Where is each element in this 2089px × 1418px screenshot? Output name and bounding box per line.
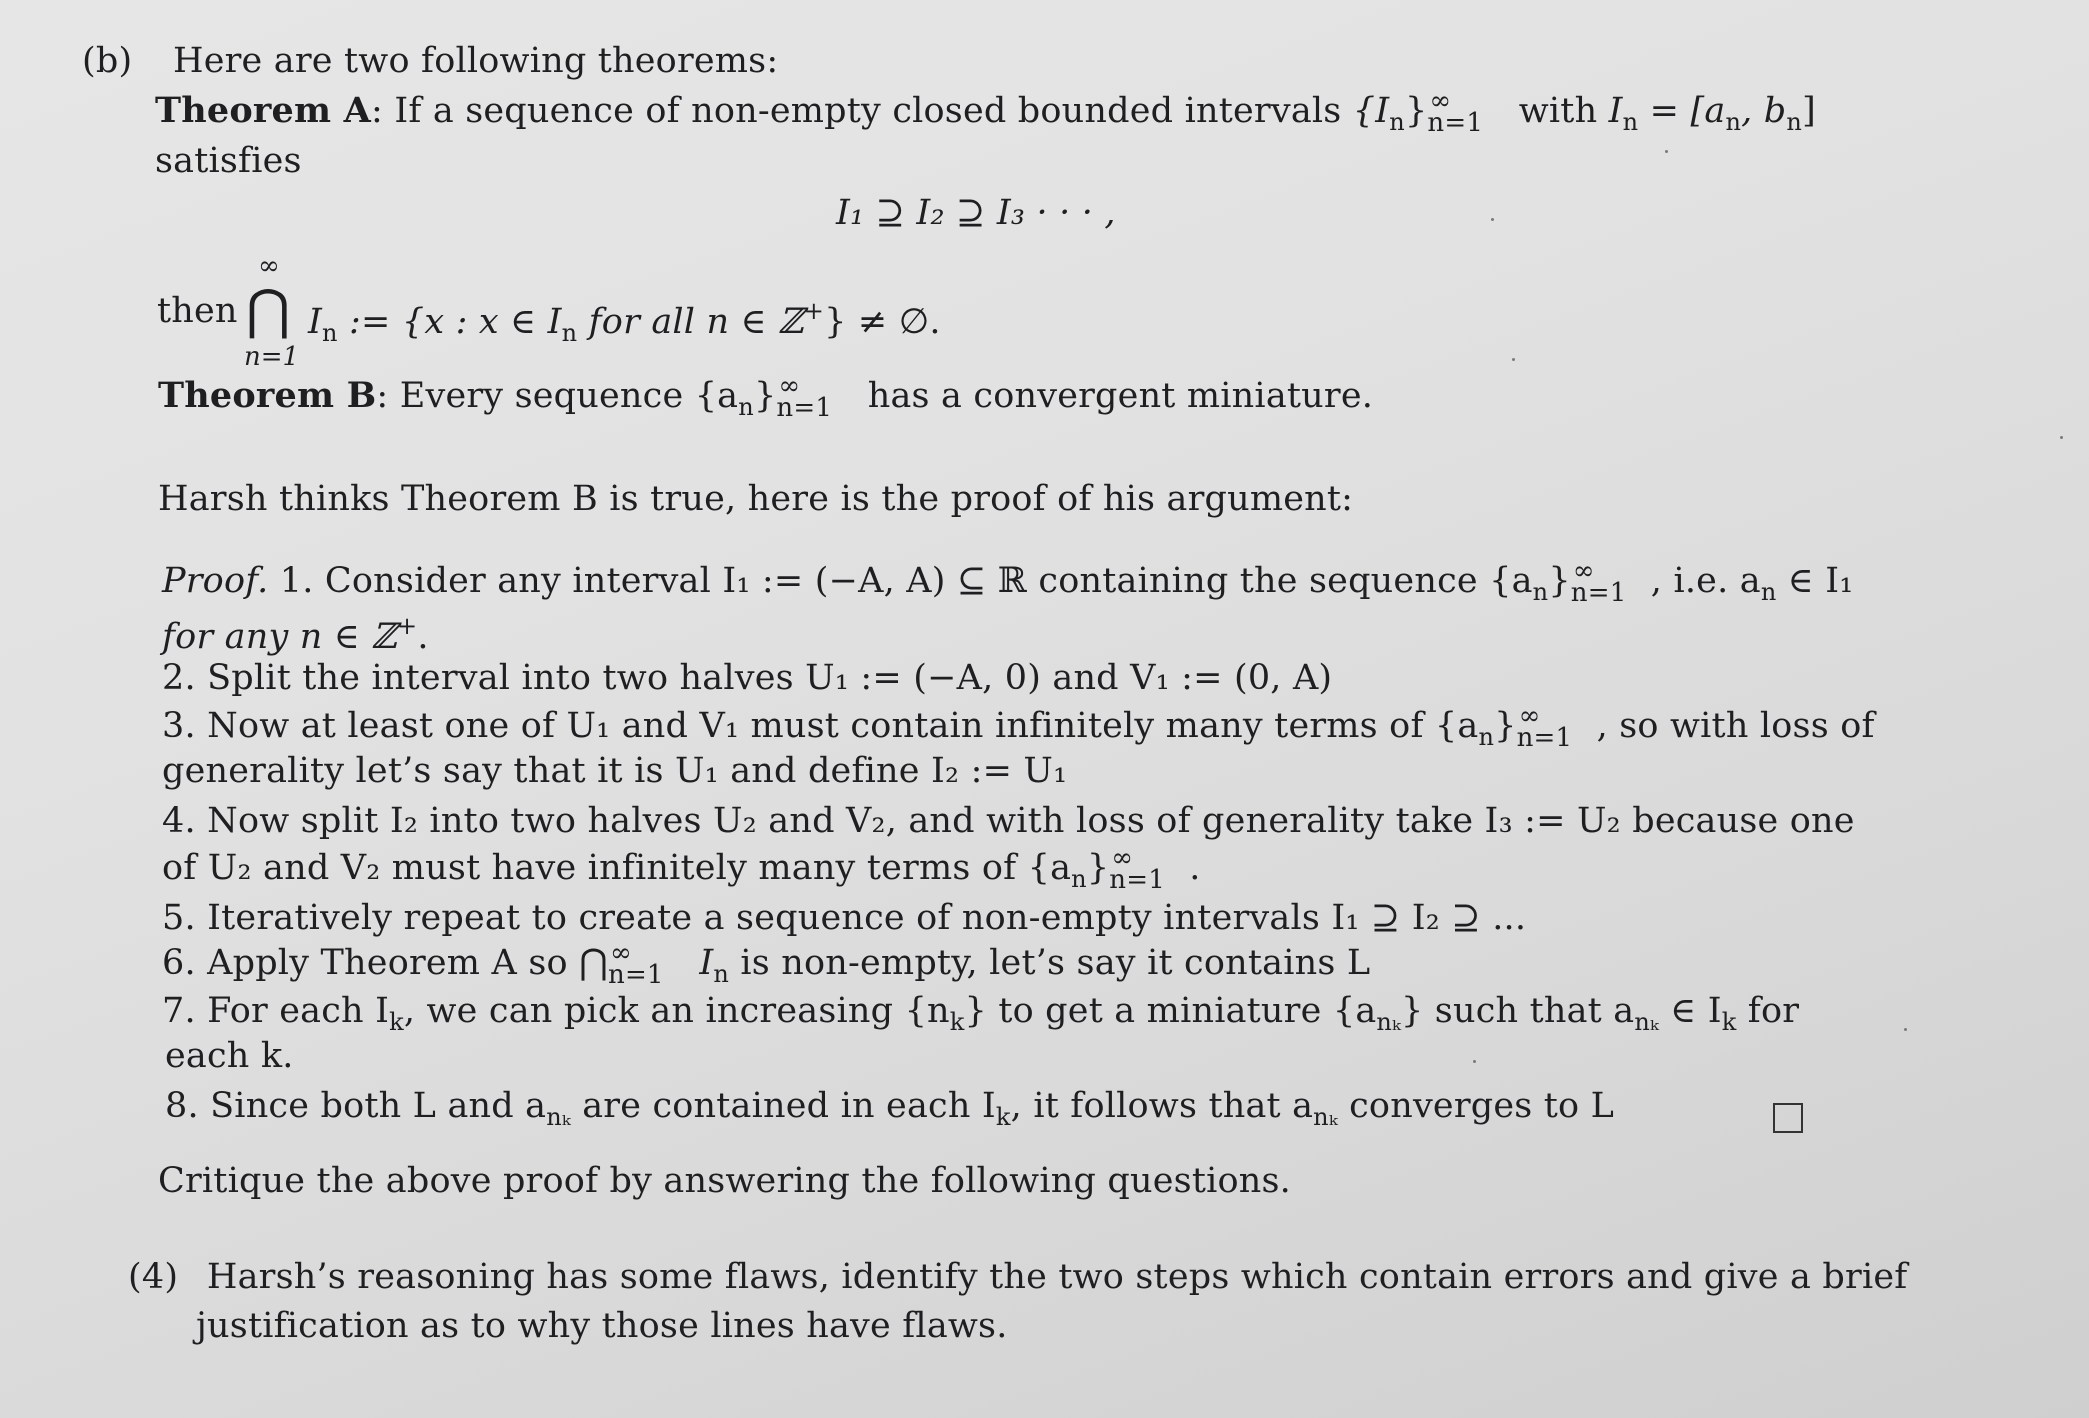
proof-s7a: 7. For each I bbox=[162, 991, 390, 1031]
cap-lower-limit: n=1 bbox=[244, 342, 300, 372]
proof-step-7-line-1 bbox=[162, 990, 1799, 1043]
proof-s7e: ∈ I bbox=[1658, 991, 1722, 1031]
proof-s1a-end-sub: n bbox=[1760, 578, 1777, 606]
proof-s3a-limits bbox=[1516, 701, 1597, 753]
theorem-a-title: Theorem A bbox=[155, 90, 371, 131]
paper-speck bbox=[1491, 218, 1494, 221]
proof-s6b-sub: n bbox=[713, 960, 730, 988]
proof-s3a-end: , so with loss of bbox=[1596, 706, 1875, 746]
proof-s4b-sup: ∞ bbox=[1111, 843, 1134, 873]
proof-s3a-sup: ∞ bbox=[1518, 701, 1541, 731]
proof-s4b-limits bbox=[1109, 843, 1189, 895]
theorem-a-seq-sup: ∞ bbox=[1429, 86, 1452, 116]
question-4-line-1 bbox=[128, 1256, 1907, 1298]
proof-s7b-sub: k bbox=[949, 1008, 965, 1036]
theorem-b-text-a: : Every sequence {a bbox=[376, 376, 739, 416]
proof-s6a: 6. Apply Theorem A so ⋂ bbox=[162, 943, 608, 983]
proof-step-4-line-2 bbox=[162, 843, 1201, 900]
proof-s1a-lower: n=1 bbox=[1570, 578, 1627, 608]
theorem-b-line bbox=[158, 371, 1374, 428]
paper-speck bbox=[1665, 150, 1668, 153]
proof-s1a-end: , i.e. a bbox=[1650, 561, 1761, 601]
theorem-a-with: with bbox=[1507, 91, 1609, 131]
paper-speck bbox=[2060, 436, 2063, 439]
big-intersection-icon: ⋂ bbox=[246, 278, 291, 341]
proof-s4b-lower: n=1 bbox=[1109, 865, 1165, 895]
proof-s2-text: 2. Split the interval into two halves U₁ := (−A, 0) and V₁ := (0, A) bbox=[162, 658, 1333, 698]
paper-speck bbox=[1904, 1028, 1907, 1031]
cap-upper-limit: ∞ bbox=[258, 251, 280, 281]
harsh-intro bbox=[158, 478, 1353, 520]
then-text: then bbox=[157, 291, 238, 331]
proof-s7d: } such that a bbox=[1401, 991, 1635, 1031]
proof-s1b-end: . bbox=[417, 617, 429, 657]
proof-s8a-sub: nₖ bbox=[546, 1103, 571, 1131]
then-word bbox=[157, 290, 238, 332]
proof-s8c: , it follows that a bbox=[1010, 1086, 1314, 1126]
proof-s4b: of U₂ and V₂ must have infinitely many terms of {a bbox=[162, 848, 1072, 888]
theorem-a-seq-close: } bbox=[1404, 91, 1428, 131]
theorem-a-text: : If a sequence of non-empty closed bounded intervals bbox=[371, 91, 1353, 131]
proof-s6c: is non-empty, let’s say it contains L bbox=[729, 943, 1371, 983]
theorem-b-lower: n=1 bbox=[776, 393, 833, 423]
cap-expression bbox=[308, 290, 941, 354]
proof-s7f: for bbox=[1736, 991, 1800, 1031]
intro-line bbox=[82, 40, 778, 82]
proof-s1a: 1. Consider any interval I₁ := (−A, A) ⊆ ℝ containing the sequence {a bbox=[268, 561, 1533, 601]
harsh-intro-text: Harsh thinks Theorem B is true, here is the proof of his argument: bbox=[158, 479, 1354, 519]
cap-expr-sub: n bbox=[322, 319, 338, 347]
proof-step-6 bbox=[162, 938, 1371, 995]
theorem-a-def-rhs: = [a bbox=[1638, 91, 1726, 131]
proof-s4a: 4. Now split I₂ into two halves U₂ and V₂, and with loss of generality take I₃ := U₂ because one bbox=[162, 801, 1855, 841]
proof-s8b-sub: k bbox=[995, 1103, 1011, 1131]
theorem-b-sub: n bbox=[738, 393, 754, 421]
part-label: (b) bbox=[82, 41, 133, 81]
critique-text: Critique the above proof by answering the following questions. bbox=[158, 1161, 1291, 1201]
proof-s4b-end: . bbox=[1189, 848, 1201, 888]
proof-s7b: , we can pick an increasing {n bbox=[403, 991, 950, 1031]
proof-step-8 bbox=[165, 1085, 1614, 1138]
theorem-a-seq-lower: n=1 bbox=[1427, 108, 1484, 138]
cap-expr-sup: + bbox=[803, 297, 825, 325]
proof-s4b-close: } bbox=[1086, 848, 1110, 888]
paper-speck bbox=[1473, 1060, 1476, 1063]
proof-s5-text: 5. Iteratively repeat to create a sequence of non-empty intervals I₁ ⊇ I₂ ⊇ ... bbox=[162, 898, 1527, 938]
proof-s8c-sub: nₖ bbox=[1313, 1103, 1338, 1131]
theorem-a-seq: {I bbox=[1352, 91, 1390, 131]
critique-line bbox=[158, 1160, 1291, 1202]
proof-s1a-sub: n bbox=[1532, 578, 1549, 606]
theorem-a-seq-limits bbox=[1427, 86, 1507, 138]
proof-s6-limits bbox=[608, 938, 688, 990]
proof-s1b: for any n ∈ ℤ bbox=[162, 617, 398, 657]
proof-s1b-sup: + bbox=[397, 612, 418, 640]
proof-s6b: I bbox=[688, 943, 714, 983]
theorem-a-line-1 bbox=[155, 86, 1816, 143]
cap-expr-sub2: n bbox=[561, 319, 578, 347]
cap-expr-b: := {x : x ∈ I bbox=[337, 302, 562, 342]
proof-s6-sup: ∞ bbox=[610, 938, 632, 968]
theorem-b-limits bbox=[776, 371, 856, 423]
question-line-2: justification as to why those lines have flaws. bbox=[196, 1306, 1008, 1346]
proof-s7g: each k. bbox=[165, 1036, 294, 1076]
question-number: (4) bbox=[128, 1257, 179, 1297]
proof-s7a-sub: k bbox=[389, 1008, 404, 1036]
question-4-line-2 bbox=[196, 1305, 1008, 1347]
proof-s3a: 3. Now at least one of U₁ and V₁ must contain infinitely many terms of {a bbox=[162, 706, 1479, 746]
theorem-a-line-2 bbox=[155, 140, 302, 182]
proof-s7c: } to get a miniature {a bbox=[964, 991, 1377, 1031]
question-line-1: Harsh’s reasoning has some flaws, identify the two steps which contain errors and give a brief bbox=[206, 1257, 1908, 1297]
proof-s1a-sup: ∞ bbox=[1572, 556, 1595, 586]
interval-chain-text: I₁ ⊇ I₂ ⊇ I₃ · · · , bbox=[836, 193, 1116, 233]
theorem-b-title: Theorem B bbox=[158, 375, 377, 416]
proof-s3a-sub: n bbox=[1478, 723, 1495, 751]
satisfies-text: satisfies bbox=[155, 141, 302, 181]
theorem-a-seq-sub: n bbox=[1389, 108, 1405, 136]
proof-s3a-close: } bbox=[1494, 706, 1517, 746]
proof-s3a-lower: n=1 bbox=[1516, 723, 1573, 753]
proof-step-2 bbox=[162, 657, 1332, 699]
theorem-a-def-end: ] bbox=[1802, 91, 1816, 131]
paper-speck bbox=[1512, 358, 1515, 361]
interval-chain bbox=[836, 192, 1116, 234]
proof-s7e-sub: k bbox=[1721, 1008, 1737, 1036]
proof-step-4-line-1 bbox=[162, 800, 1855, 842]
theorem-a-def-rhs-sub: n bbox=[1725, 108, 1742, 136]
cap-expr-d: } ≠ ∅. bbox=[824, 302, 941, 342]
proof-s7d-sub: nₖ bbox=[1634, 1008, 1659, 1036]
theorem-a-def: I bbox=[1608, 91, 1623, 131]
proof-step-3-line-2 bbox=[162, 750, 1067, 792]
theorem-b-sup: ∞ bbox=[778, 371, 801, 401]
proof-step-7-line-2 bbox=[165, 1035, 294, 1077]
proof-s1a-end2: ∈ I₁ bbox=[1776, 561, 1854, 601]
proof-step-1-line-2 bbox=[162, 605, 429, 658]
theorem-b-text-b: } bbox=[753, 376, 777, 416]
proof-s8a: 8. Since both L and a bbox=[165, 1086, 547, 1126]
proof-s3b: generality let’s say that it is U₁ and define I₂ := U₁ bbox=[162, 751, 1068, 791]
proof-s1a-close: } bbox=[1548, 561, 1571, 601]
proof-s1a-limits bbox=[1570, 556, 1651, 608]
proof-s4b-sub: n bbox=[1071, 865, 1087, 893]
intro-text: Here are two following theorems: bbox=[172, 41, 779, 81]
theorem-a-def-sub: n bbox=[1622, 108, 1639, 136]
qed-box-icon bbox=[1773, 1103, 1803, 1133]
proof-step-5 bbox=[162, 897, 1526, 939]
cap-expr-c: for all n ∈ ℤ bbox=[577, 302, 804, 342]
proof-s8b: are contained in each I bbox=[570, 1086, 996, 1126]
cap-expr-a: I bbox=[308, 302, 323, 342]
proof-label: Proof. bbox=[162, 561, 269, 601]
proof-s8d: converges to L bbox=[1337, 1086, 1615, 1126]
proof-s6-sub: n=1 bbox=[608, 960, 664, 990]
theorem-a-def-rhs2-sub: n bbox=[1786, 108, 1803, 136]
proof-s7c-sub: nₖ bbox=[1376, 1008, 1402, 1036]
theorem-a-def-rhs2: , b bbox=[1741, 91, 1787, 131]
theorem-b-text-c: has a convergent miniature. bbox=[856, 376, 1374, 416]
